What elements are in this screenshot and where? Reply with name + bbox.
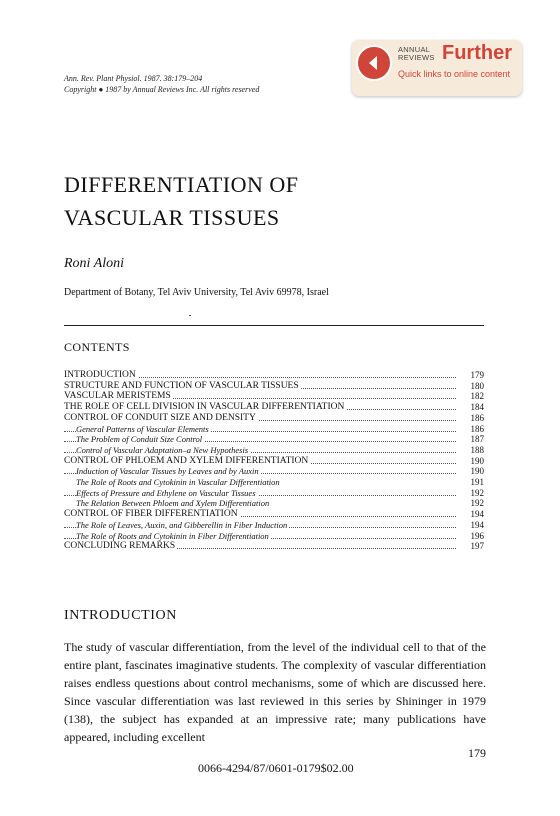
- toc-entry-page: 186: [470, 412, 484, 423]
- toc-entry-label: Effects of Pressure and Ethylene on Vascular Tissues: [76, 487, 256, 498]
- toc-entry[interactable]: [64, 488, 484, 499]
- toc-entry[interactable]: [64, 434, 484, 445]
- toc-entry-label: VASCULAR MERISTEMS: [64, 391, 171, 402]
- toc-entry-page: 179: [470, 370, 484, 380]
- toc-entry-page: 192: [470, 498, 484, 509]
- toc-entry-label: General Patterns of Vascular Elements: [76, 423, 209, 434]
- toc-entry-page: 192: [470, 487, 484, 498]
- toc-entry[interactable]: [64, 445, 484, 456]
- toc-entry-label: The Role of Leaves, Auxin, and Gibberellin in Fiber Induction: [76, 519, 288, 530]
- footer-price-code: 0066-4294/87/0601-0179$02.00: [198, 761, 354, 775]
- toc-entry[interactable]: [64, 456, 484, 467]
- toc-entry-page: 190: [470, 455, 484, 466]
- toc-entry-page: 196: [470, 530, 484, 541]
- page-number: 179: [468, 746, 486, 760]
- toc-entry-label: INTRODUCTION: [64, 370, 136, 380]
- toc-entry-page: 184: [470, 402, 484, 413]
- section-heading: INTRODUCTION: [64, 608, 177, 623]
- citation-line-journal: Ann. Rev. Plant Physiol. 1987. 38:179–204: [64, 74, 203, 83]
- scan-mark: [189, 315, 191, 316]
- toc-entry-page: 194: [470, 509, 484, 520]
- author-affiliation: Department of Botany, Tel Aviv University, Tel Aviv 69978, Israel: [64, 287, 329, 298]
- toc-entry-label: CONTROL OF CONDUIT SIZE AND DENSITY: [64, 412, 256, 423]
- toc-entry-label: CONTROL OF FIBER DIFFERENTIATION: [64, 509, 238, 520]
- quick-links-text[interactable]: Quick links to online content: [398, 69, 511, 79]
- toc-entry-label: The Role of Roots and Cytokinin in Vascular Differentiation: [76, 477, 280, 487]
- toc-entry-page: 197: [470, 541, 484, 552]
- toc-entry[interactable]: [64, 424, 484, 435]
- body-paragraph: The study of vascular differentiation, from the level of the individual cell to that of the entire plant, fascinates imaginative students. The complexity of vascular differentiation raises endless questions about control mechanisms, some of which are discussed here. Since vascular differentiation was last reviewed in this series by Shininger in 1979 (138), the subject has expanded at an impressive rate; many publications have appeared, including excellent: [64, 640, 486, 744]
- toc-entry[interactable]: [64, 381, 484, 392]
- toc-entry[interactable]: [64, 509, 484, 520]
- toc-entry-label: The Relation Between Phloem and Xylem Differentiation: [76, 498, 270, 509]
- author-name: Roni Aloni: [64, 256, 125, 271]
- toc-entry-label: CONTROL OF PHLOEM AND XYLEM DIFFERENTIATION: [64, 455, 309, 466]
- toc-entry[interactable]: [64, 531, 484, 542]
- toc-entry-label: STRUCTURE AND FUNCTION OF VASCULAR TISSUES: [64, 380, 299, 391]
- toc-entry[interactable]: [64, 498, 484, 509]
- toc-entry[interactable]: [64, 391, 484, 402]
- toc-entry[interactable]: [64, 466, 484, 477]
- further-banner[interactable]: [352, 40, 522, 96]
- title-line-1: DIFFERENTIATION OF: [64, 172, 299, 197]
- article-title: [64, 168, 299, 234]
- divider-rule: [64, 325, 484, 326]
- toc-entry-label: The Problem of Conduit Size Control: [76, 434, 203, 445]
- further-label: Further: [442, 42, 512, 64]
- toc-entry-page: 186: [470, 423, 484, 434]
- back-arrow-icon: [356, 45, 392, 81]
- toc-entry-page: 191: [470, 477, 484, 487]
- toc-entry-label: Induction of Vascular Tissues by Leaves and by Auxin: [76, 466, 259, 477]
- toc-entry-page: 194: [470, 519, 484, 530]
- toc-entry-label: CONCLUDING REMARKS: [64, 541, 176, 552]
- toc-entry[interactable]: [64, 520, 484, 531]
- toc-entry[interactable]: [64, 402, 484, 413]
- toc-entry-page: 190: [470, 466, 484, 477]
- toc-entry[interactable]: [64, 477, 484, 488]
- toc-entry-label: Control of Vascular Adaptation–a New Hypothesis: [76, 444, 249, 455]
- toc-entry-page: 187: [470, 434, 484, 445]
- annual-reviews-logo: ANNUAL REVIEWS: [398, 45, 435, 62]
- toc-entry-label: THE ROLE OF CELL DIVISION IN VASCULAR DIFFERENTIATION: [64, 402, 345, 413]
- contents-heading: CONTENTS: [64, 340, 130, 354]
- title-line-2: VASCULAR TISSUES: [64, 205, 280, 230]
- toc-entry-label: The Role of Roots and Cytokinin in Fiber Differentiation: [76, 530, 269, 541]
- toc-entry[interactable]: [64, 370, 484, 381]
- toc-entry-page: 180: [470, 380, 484, 391]
- toc-entry-page: 182: [470, 391, 484, 402]
- toc-entry[interactable]: [64, 541, 484, 552]
- toc-entry[interactable]: [64, 413, 484, 424]
- toc-entry-page: 188: [470, 444, 484, 455]
- citation-line-copyright: Copyright ● 1987 by Annual Reviews Inc. All rights reserved: [64, 85, 260, 94]
